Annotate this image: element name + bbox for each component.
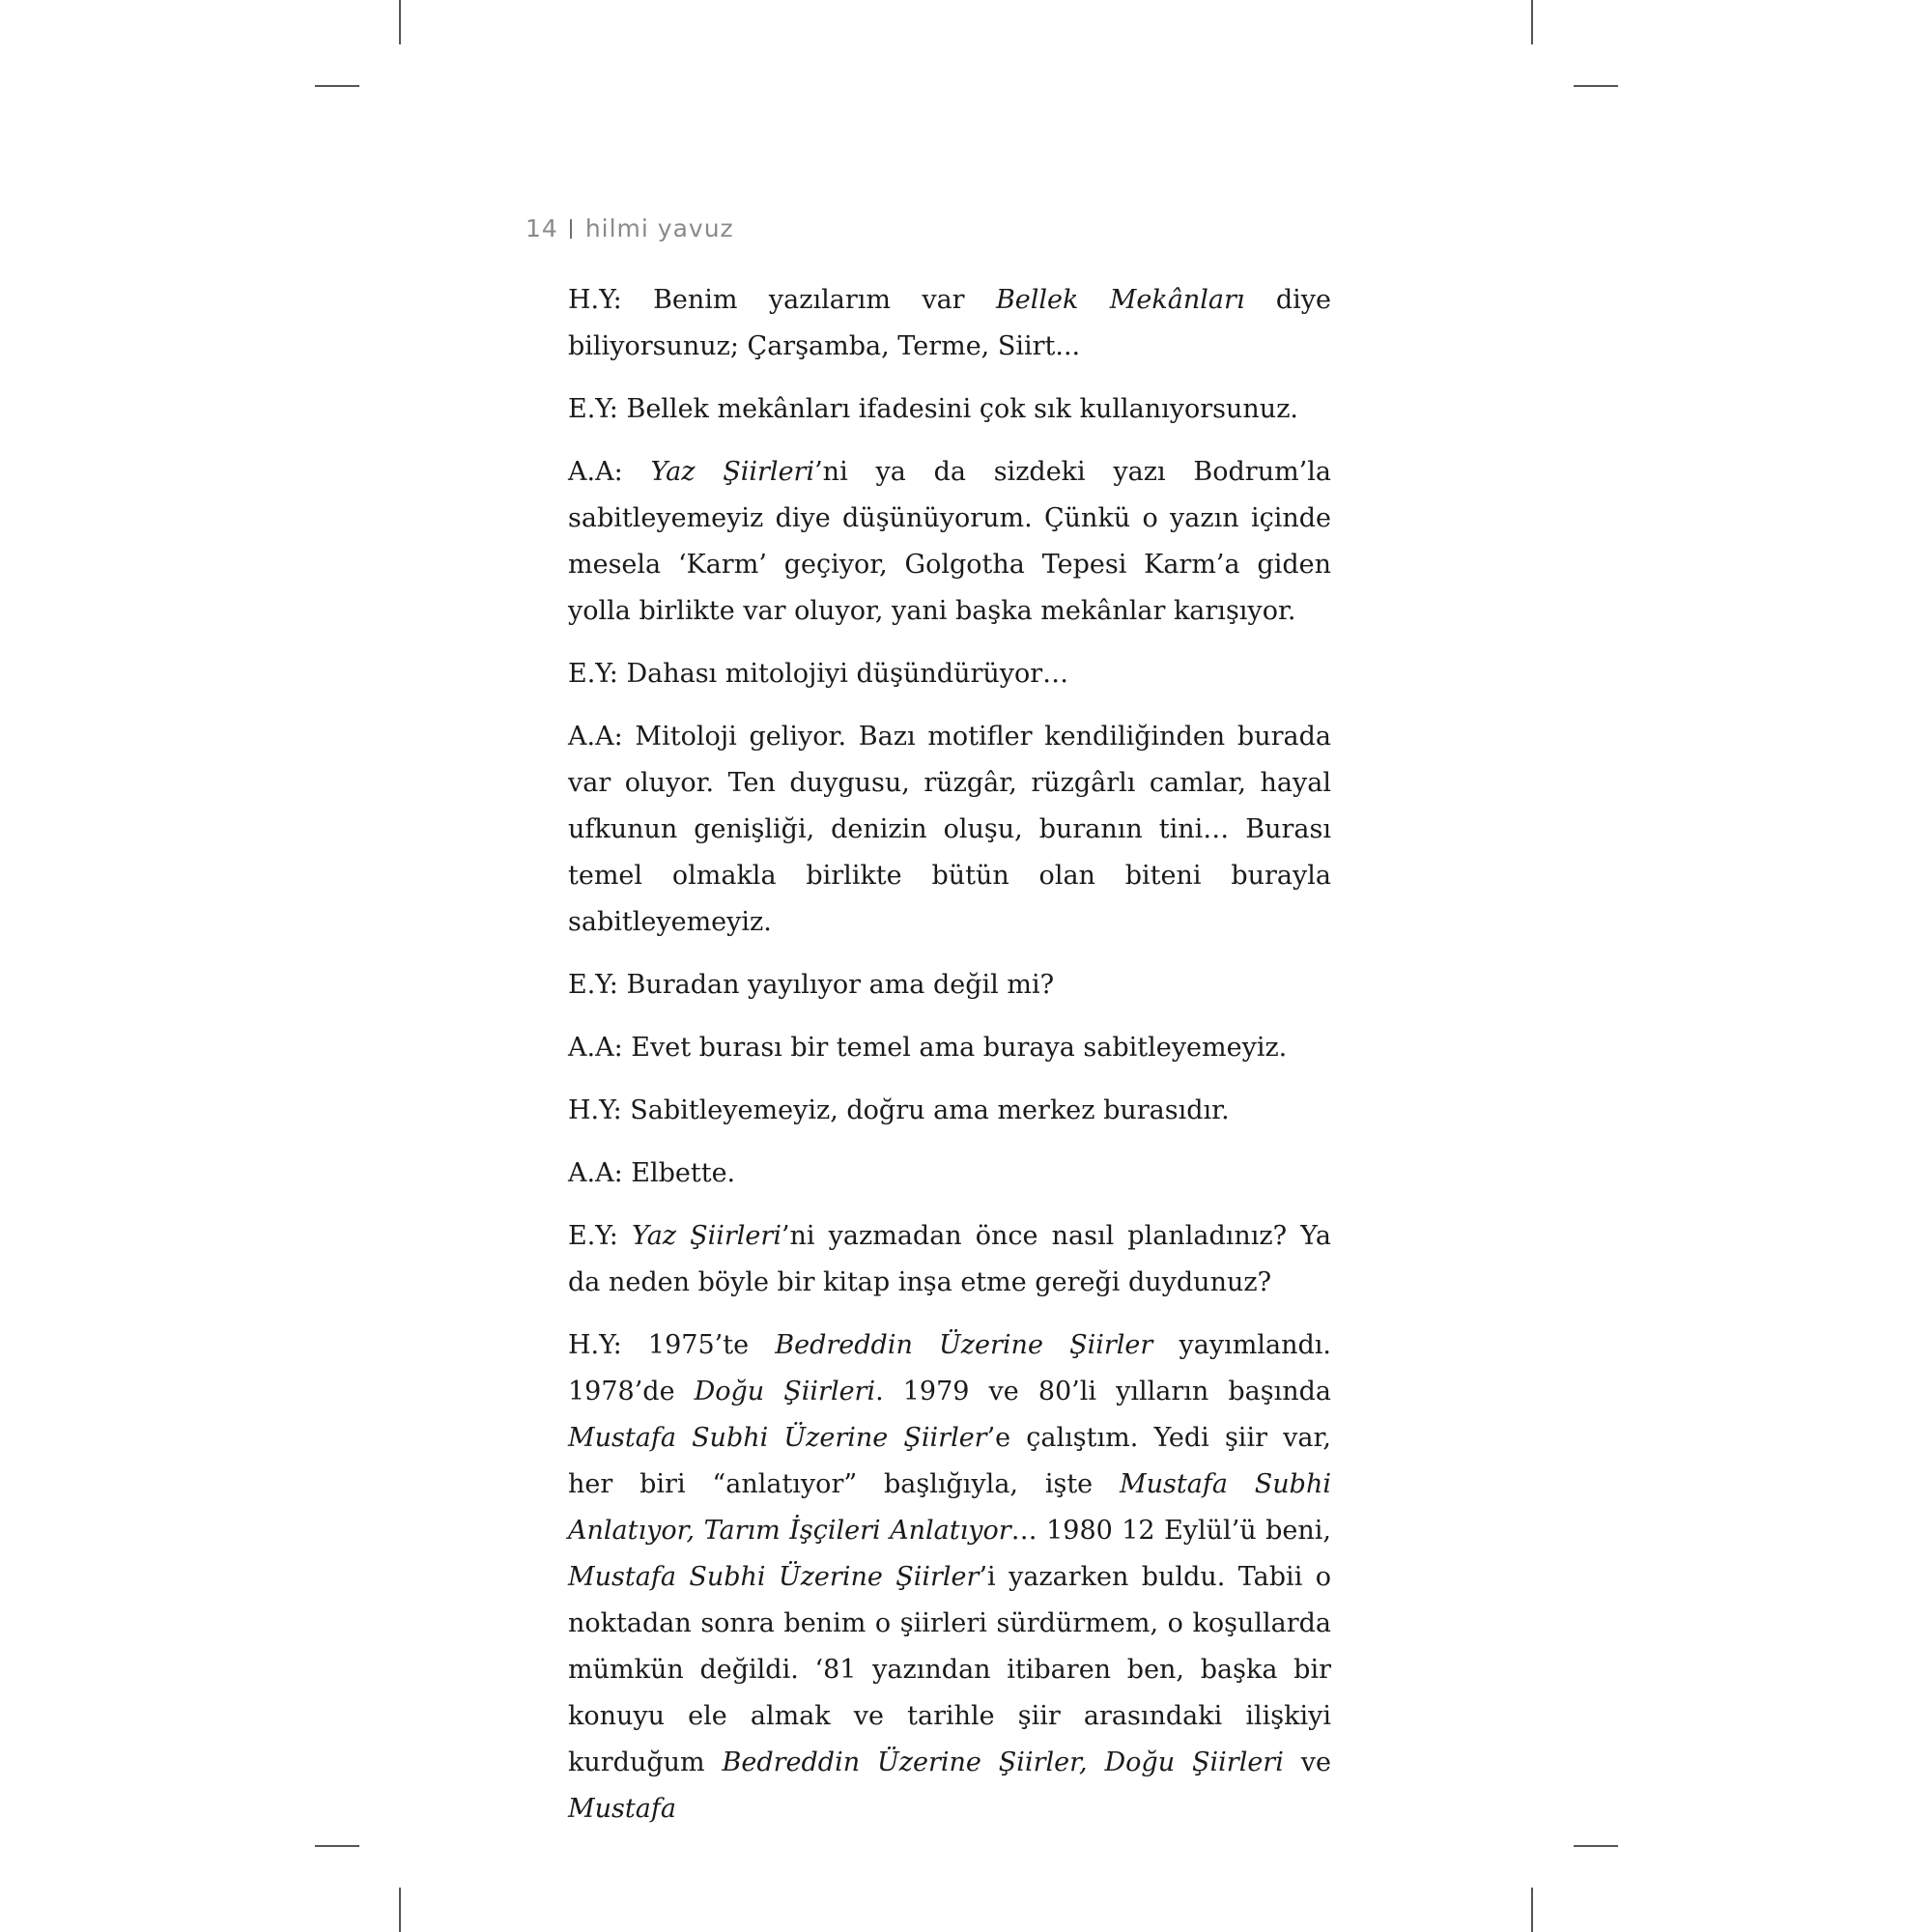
italic-title: Yaz Şiirleri xyxy=(650,457,815,487)
paragraph-text: Mitoloji geliyor. Bazı motifler kendiliğinden burada var oluyor. Ten duygusu, rüzgâr, rüzgârlı camlar, hayal ufkunun genişliği, denizin oluşu, buranın tini… Burası temel olmakla birlikte bütün olan biteni burayla sabitleyemeyiz. xyxy=(568,722,1331,937)
paragraph-text: Sabitleyemeyiz, doğru ama merkez burasıdır. xyxy=(621,1095,1230,1125)
italic-title: Bellek Mekânları xyxy=(995,285,1245,315)
italic-title: Bedreddin Üzerine Şiirler, Doğu Şiirleri xyxy=(722,1747,1284,1777)
paragraph-text: ’ni ya da sizdeki yazı Bodrum’la sabitleyemeyiz diye düşünüyorum. Çünkü o yazın içinde mesela ‘Karm’ geçiyor, Golgotha Tepesi Karm’a giden yolla birlikte var oluyor, yani başka mekânlar karışıyor. xyxy=(568,457,1331,626)
interview-paragraph xyxy=(568,1213,1331,1306)
paragraph-text: ’ni yazmadan önce nasıl planladınız? Ya da neden böyle bir kitap inşa etme gereği duydunuz? xyxy=(568,1221,1331,1297)
italic-title: Doğu Şiirleri xyxy=(694,1377,876,1406)
speaker-initials: E.Y: xyxy=(568,394,618,424)
speaker-initials: E.Y: xyxy=(568,659,618,689)
italic-title: Mustafa Subhi Üzerine Şiirler xyxy=(568,1562,980,1592)
speaker-initials: E.Y: xyxy=(568,970,618,1000)
speaker-initials: A.A: xyxy=(568,722,623,752)
paragraph-text xyxy=(618,1221,632,1251)
paragraph-text: Bellek mekânları ifadesini çok sık kullanıyorsunuz. xyxy=(617,394,1298,424)
paragraph-text xyxy=(623,457,651,487)
speaker-initials: A.A: xyxy=(568,1033,623,1063)
italic-title: Bedreddin Üzerine Şiirler xyxy=(775,1330,1153,1360)
interview-paragraph xyxy=(568,277,1331,370)
crop-mark-top-right-horizontal xyxy=(1574,85,1618,87)
paragraph-text: Buradan yayılıyor ama değil mi? xyxy=(617,970,1055,1000)
crop-mark-bottom-left xyxy=(399,1888,401,1932)
paragraph-text: ’e çalıştım. Yedi şiir var, her biri “anlatıyor” başlığıyla, işte xyxy=(568,1423,1331,1499)
paragraph-text: . 1979 ve 80’li yılların başında xyxy=(875,1377,1331,1406)
interview-paragraph xyxy=(568,1088,1331,1134)
interview-paragraph xyxy=(568,1322,1331,1833)
speaker-initials: H.Y: xyxy=(568,285,622,315)
speaker-initials: H.Y: xyxy=(568,1095,622,1125)
crop-mark-top-left-horizontal xyxy=(315,85,359,87)
crop-mark-bottom-right xyxy=(1531,1888,1533,1932)
italic-title: Yaz Şiirleri xyxy=(631,1221,781,1251)
speaker-initials: A.A: xyxy=(568,1158,623,1188)
crop-mark-bottom-left-horizontal xyxy=(315,1845,359,1847)
paragraph-text: ve xyxy=(1283,1747,1332,1777)
running-head-separator xyxy=(570,219,572,239)
running-head xyxy=(526,214,734,242)
speaker-initials: H.Y: xyxy=(568,1330,622,1360)
paragraph-text: 1975’te xyxy=(621,1330,776,1360)
paragraph-text: Dahası mitolojiyi düşündürüyor… xyxy=(617,659,1069,689)
paragraph-text: Benim yazılarım var xyxy=(621,285,996,315)
crop-mark-top-right xyxy=(1531,0,1533,44)
paragraph-text: Evet burası bir temel ama buraya sabitleyemeyiz. xyxy=(622,1033,1288,1063)
paragraph-text: diye biliyorsunuz; Çarşamba, Terme, Siirt... xyxy=(568,285,1332,361)
page-number: 14 xyxy=(526,214,558,242)
interview-paragraph xyxy=(568,714,1331,946)
crop-mark-top-left xyxy=(399,0,401,44)
interview-paragraph xyxy=(568,962,1331,1009)
speaker-initials: A.A: xyxy=(568,457,623,487)
running-head-author: hilmi yavuz xyxy=(584,214,734,242)
paragraph-text: … 1980 12 Eylül’ü beni, xyxy=(1010,1516,1331,1546)
speaker-initials: E.Y: xyxy=(568,1221,618,1251)
interview-text xyxy=(568,277,1331,1849)
italic-title: Mustafa xyxy=(568,1794,676,1824)
paragraph-text: ’i yazarken buldu. Tabii o noktadan sonra benim o şiirleri sürdürmem, o koşullarda mümkün değildi. ‘81 yazından itibaren ben, başka bir konuyu ele almak ve tarihle şiir arasındaki ilişkiyi kurduğum xyxy=(568,1562,1331,1777)
crop-mark-bottom-right-horizontal xyxy=(1574,1845,1618,1847)
interview-paragraph xyxy=(568,386,1331,433)
interview-paragraph xyxy=(568,1025,1331,1071)
italic-title: Mustafa Subhi Anlatıyor, Tarım İşçileri Anlatıyor xyxy=(568,1469,1331,1546)
italic-title: Mustafa Subhi Üzerine Şiirler xyxy=(568,1423,987,1453)
interview-paragraph xyxy=(568,449,1331,635)
interview-paragraph xyxy=(568,651,1331,697)
interview-paragraph xyxy=(568,1151,1331,1197)
paragraph-text: yayımlandı. 1978’de xyxy=(568,1330,1331,1406)
paragraph-text: Elbette. xyxy=(622,1158,736,1188)
